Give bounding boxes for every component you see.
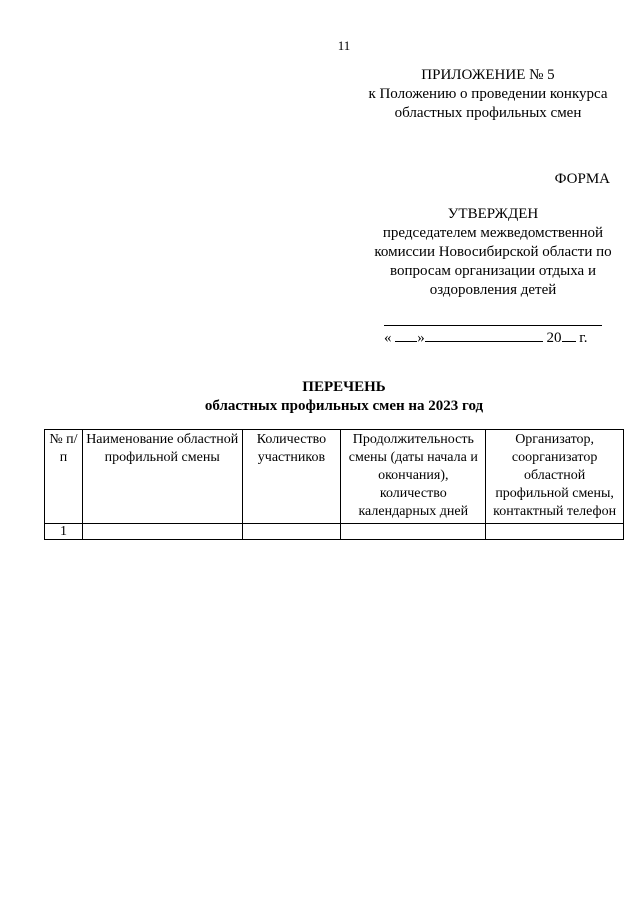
signature-line (384, 325, 602, 326)
approval-line-3: вопросам организации отдыха и (389, 263, 596, 279)
table-cell-participants (242, 524, 341, 540)
approval-line-4: оздоровления детей (429, 282, 557, 298)
title-subheading: областных профильных смен на 2023 год (204, 398, 484, 414)
date-open-quote: « (384, 330, 392, 346)
table-header-row (45, 430, 624, 524)
column-header-organizer: Организатор, соорганизатор областной профильной смены, контактный телефон (486, 430, 624, 524)
table-cell-organizer (486, 524, 624, 540)
day-blank (395, 327, 417, 342)
year-suffix: г. (579, 330, 588, 346)
appendix-reference: к Положению о проведении конкурса (368, 86, 608, 102)
appendix-block (350, 66, 626, 123)
month-blank (425, 327, 543, 342)
table-row (45, 524, 624, 540)
table-cell-number: 1 (45, 524, 83, 540)
column-header-name: Наименование областной профильной смены (82, 430, 242, 524)
page-number: 11 (337, 38, 351, 53)
approval-title: УТВЕРЖДЕН (447, 206, 539, 222)
approval-line-2: комиссии Новосибирской области по (374, 244, 612, 260)
table-cell-name (82, 524, 242, 540)
approval-block (364, 205, 622, 300)
approval-line-1: председателем межведомственной (382, 225, 604, 241)
shifts-table (44, 429, 624, 540)
appendix-reference-continued: областных профильных смен (394, 105, 582, 121)
approval-date-line (384, 327, 587, 347)
form-label: ФОРМА (554, 171, 610, 187)
table-cell-duration (341, 524, 486, 540)
column-header-number: № п/п (45, 430, 83, 524)
year-blank (562, 327, 576, 342)
column-header-participants: Количество участников (242, 430, 341, 524)
title-heading: ПЕРЕЧЕНЬ (302, 379, 386, 395)
appendix-number: ПРИЛОЖЕНИЕ № 5 (421, 67, 555, 83)
year-prefix: 20 (546, 330, 562, 346)
document-title (0, 378, 640, 416)
column-header-duration: Продолжительность смены (даты начала и окончания), количество календарных дней (341, 430, 486, 524)
date-close-quote: » (417, 330, 425, 346)
